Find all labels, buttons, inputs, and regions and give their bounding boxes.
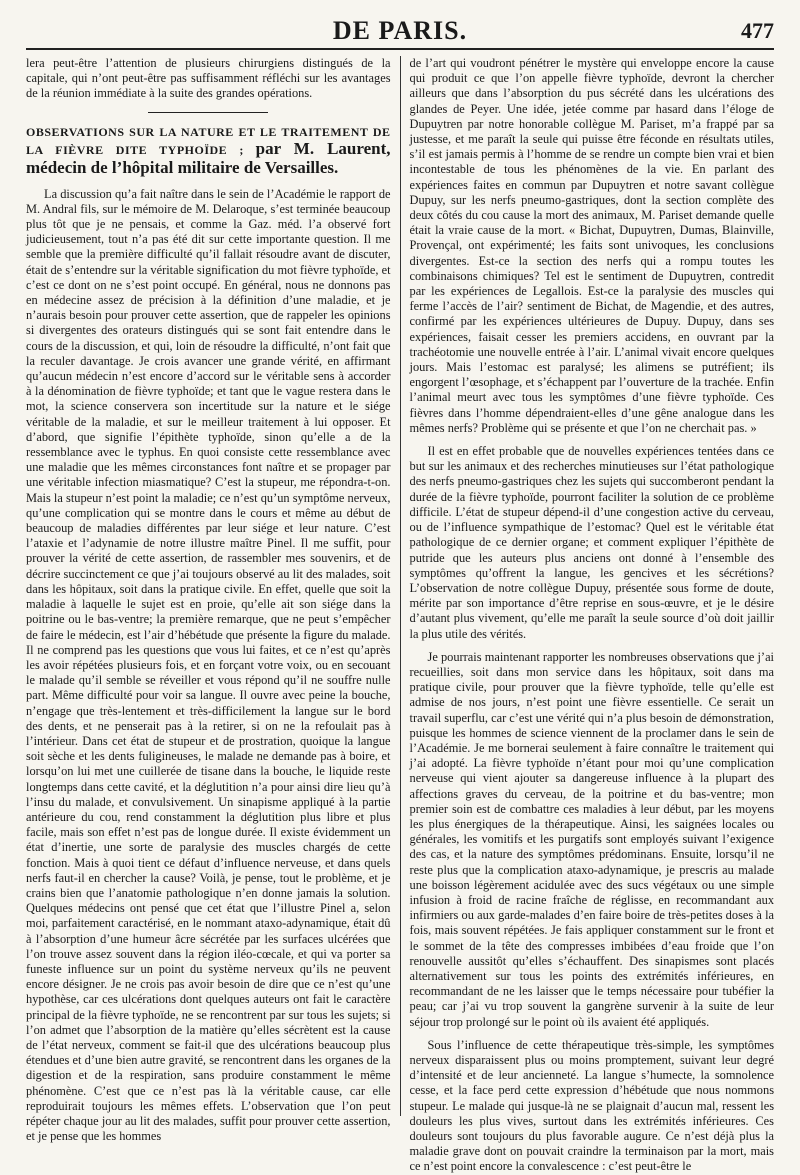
left-column bbox=[26, 56, 400, 1144]
article-paragraph: Sous l’influence de cette thérapeutique très-simple, les symptômes nerveux disparaissent plus ou moins promptement, suivant leur degré d’intensité et de leur ancienneté. La langue s’humecte, la somnolence cesse, et la face perd cette expression d’hébétude que nous nommons stupeur. Le malade qui jusque-là ne se plaignait d’aucun mal, ressent les douleurs les plus vives, surtout dans les extrémités inférieures. Ces douleurs sont toujours du plus favorable augure. Ce n’est déjà plus la maladie grave dont on pouvait craindre la terminaison par la mort, mais ce n’est point encore la convalescence : c’est peut-être le bbox=[409, 1037, 775, 1174]
article-title-caps: OBSERVATIONS SUR LA NATURE ET LE TRAITEMENT DE LA FIÈVRE DITE TYPHOÏDE ; bbox=[26, 124, 391, 157]
page-number: 477 bbox=[741, 18, 774, 43]
section-divider bbox=[148, 112, 268, 113]
article-paragraph: Je pourrais maintenant rapporter les nombreuses observations que j’ai recueillies, soit dans mon service dans les hôpitaux, soit dans ma pratique civile, pour prouver que la fièvre typhoïde, telle qu’elle est admise de nos jours, n’est point une fièvre essentielle. Ce serait un travail superflu, car c’est une vérité qui n’a plus besoin de démonstration, puisque les hommes de science viennent de la proclamer dans le sein de l’Académie. Je me bornerai seulement à faire connaître le traitement qui j’ai adopté. La fièvre typhoïde n’étant pour moi qu’une complication nerveuse qui vient ajouter sa dangereuse influence à la plupart des affections graves du cerveau, de la poitrine et du bas-ventre; mon premier soin est de combattre ces maladies à leur début, par les moyens les plus énergiques de la thérapeutique. Ainsi, les saignées locales ou générales, les vomitifs et les purgatifs sont employés suivant l’exigence des cas, et la nature des symptômes prédominans. Ensuite, lorsqu’il ne reste plus que la complication ataxo-adynamique, je prescris au malade une boisson légèrement acidulée avec des sucs végétaux ou une simple infusion à froid de racine fraîche de réglisse, en recommandant aux infirmiers ou aux garde-malades d’en faire boire de très-petites doses à la fois, mais souvent répétées. Je fais appliquer constamment sur le front et le sommet de la tête des compresses imbibées d’eau froide que l’on renouvelle aussitôt qu’elles s’échauffent. Des sinapismes sont placés alternativement sur tous les points des extrémités inférieures, en recommandant de ne les laisser que le temps nécessaire pour tubéfier la peau; car j’ai vu trop souvent la gangrène survenir à la suite de leur séjour trop prolongé sur le point où ils avaient été appliqués. bbox=[409, 649, 775, 1029]
text-columns bbox=[26, 56, 775, 1174]
running-title: DE PARIS. bbox=[332, 16, 468, 45]
continuation-paragraph: lera peut-être l’attention de plusieurs chirurgiens distingués de la capitale, qui n’ont peut-être pas suffisamment réfléchi sur les avantages de la réunion immédiate à la suite des grandes opérations. bbox=[26, 56, 391, 101]
article-paragraph: Il est en effet probable que de nouvelles expériences tentées dans ce but sur les animaux et des recherches minutieuses sur l’état pathologique des nerfs pneumo-gastriques chez les sujets qui succomberont pendant la durée de la fièvre typhoïde, pourront faciliter la solution de ce problème difficile. L’état de stupeur dépend-il d’une congestion active du cerveau, ou de l’influence sympathique de l’estomac? Quel est le véritable état pathologique de ce dernier organe; et comment expliquer l’épithète de putride que les auteurs plus anciens ont donné à l’ensemble des symptômes qu’offrent la langue, les gencives et les sécrétions? L’observation de notre collègue Dupuy, présentée sous forme de doute, mérite par son importance d’être reprise en sous-œuvre, et je le désire d’autant plus vivement, qu’elle me paraît la seule source d’où doit jaillir la plus utile des vérités. bbox=[409, 444, 775, 641]
page-header bbox=[26, 14, 774, 50]
article-title bbox=[26, 125, 391, 177]
right-column bbox=[401, 56, 775, 1174]
article-title-rest: par M. Laurent, médecin de l’hôpital militaire de Versailles. bbox=[26, 138, 391, 177]
article-paragraph: de l’art qui voudront pénétrer le mystère qui enveloppe encore la cause qui produit ce que l’on appelle fièvre typhoïde, devront la chercher ailleurs que dans l’absorption du pus sécrété dans les ulcérations des glandes de Peyer. Une idée, jetée comme par hasard dans l’éloge de Dupuytren par notre honorable collègue M. Pariset, m’a frappé par sa justesse, et me paraît la seule qui puisse être féconde en résultats utiles, s’il est jamais permis à l’homme de se rendre un compte bien vrai et bien incontestable de tous les phénomènes de la vie. En parlant des expériences faites en commun par Dupuytren et notre savant collègue Dupuy, sur les nerfs pneumo-gastriques, dont la section complète des deux côtés du cou cause la mort des animaux, M. Pariset demande quelle était la vraie cause de la mort. « Bichat, Dupuytren, Dumas, Blainville, Provençal, ont expérimenté; les faits sont univoques, les conclusions divergentes. Est-ce la section des nerfs qui a rompu toutes les combinaisons chimiques? Tel est le sentiment de Dupuytren, contredit par les expériences de Legallois. Est-ce la paralysie des muscles qui ferme l’accès de l’air? sentiment de Bichat, de Magendie, et des autres, confirmé par les expériences ultérieures de Dupuy. Dupuy, dans ses expériences, faisait cesser les premiers accidens, en ouvrant par la trachéotomie une nouvelle entrée à l’air. L’animal vivait encore quelques jours. Mais l’estomac est paralysé; les alimens se putréfient; ils engorgent l’œsophage, et s’échappent par l’ouverture de la trachée. Enfin l’animal meurt avec tous les symptômes d’une fièvre typhoïde. Ces fièvres dans l’homme dépendraient-elles d’une gêne analogue dans les mêmes nerfs? Problème qui se présente et que l’on ne cherchait pas. » bbox=[409, 56, 775, 435]
article-paragraph: La discussion qu’a fait naître dans le sein de l’Académie le rapport de M. Andral fils, sur le mémoire de M. Delaroque, s’est terminée beaucoup plus tôt que je ne pensais, et comme la Gaz. méd. l’a observé fort judicieusement, tout n’a pas été dit sur cette importante question. Il me semble que la première difficulté qu’il fallait résoudre avant de discuter, était de s’entendre sur la véritable signification du mot fièvre typhoïde, et c’est ce dont on ne s’est point occupé. En général, nous ne donnons pas en médecine assez de précision à la définition d’une maladie, et je n’aurais besoin pour prouver cette assertion, que de rappeler les opinions si divergentes des orateurs distingués qui se sont fait entendre dans le cours de la discussion, et qui, loin de résoudre la difficulté, n’ont fait que la reculer davantage. Je crois avancer une grande vérité, en affirmant qu’aucun médecin n’est encore d’accord sur le véritable sens à accorder à la dénomination de fièvre typhoïde; et tant que le vague restera dans le mot, la science conservera son incertitude sur la nature et le siége véritable de la maladie, et sur le meilleur traitement à lui opposer. Et d’abord, que signifie l’épithète typhoïde, sinon qu’elle a de la ressemblance avec le typhus. En quoi consiste cette ressemblance avec une maladie que les mêmes circonstances font naître et se propager par une véritable infection miasmatique? C’est la stupeur, me répondra-t-on. Mais la stupeur n’est point la maladie; ce n’est qu’un symptôme nerveux, qu’une complication qui se montre dans le cours et même au début de beaucoup de maladies différentes par leur siége et leur nature. C’est l’ataxie et l’adynamie de notre illustre maître Pinel. Il me suffit, pour prouver la vérité de cette assertion, de rassembler mes souvenirs, et de décrire succinctement ce que j’ai toujours observé au lit des malades, soit dans les hôpitaux, soit dans la pratique civile. En effet, quelle que soit la maladie à laquelle le sujet est en proie, qu’elle ait son siége dans la poitrine ou le bas-ventre; la première remarque, que ne peut s’empêcher de faire le médecin, est l’air d’hébétude que présente la figure du malade. Il ne comprend pas les questions que vous lui faites, et ce n’est qu’après les avoir répétées plusieurs fois, et en forçant votre voix, ou en secouant le malade qu’il semble se réveiller et vous répond qu’il ne souffre nulle part. Même difficulté pour voir sa langue. Il ouvre avec peine la bouche, n’engage que très-lentement et très-difficilement la langue sur le bord des dents, et ne penserait pas à la retirer, si on ne la refoulait pas à l’intérieur. Dans cet état de stupeur et de prostration, quoique la langue soit sèche et les dents fuligineuses, le malade ne demande pas à boire, et lorsqu’on lui met une cuillerée de tisane dans la bouche, le liquide reste longtemps dans cette cavité, et la déglutition n’a pour ainsi dire lieu qu’à l’insu du malade, et convulsivement. Un sinapisme appliqué à la partie antérieure du cou, rend constamment la déglutition plus libre et plus facile, mais son effet n’est pas de longue durée. Il existe évidemment un état d’inertie, une sorte de paralysie des muscles chargés de cette fonction. Mais à quoi tient ce défaut d’influence nerveuse, et dans quels nerfs faut-il en chercher la cause? Voilà, je pense, tout le problème, et je crains bien que l’anatomie pathologique n’en donne jamais la solution. Quelques médecins ont pensé que cet état que l’illustre Pinel a, selon moi, parfaitement caractérisé, en le nommant ataxo-adynamique, était dû à l’absorption d’une humeur âcre sécrétée par les surfaces ulcérées que l’on trouve assez souvent dans la région iléo-cœcale, et qui va porter sa funeste influence sur un point du système nerveux qu’ils ne peuvent encore désigner. Je ne crois pas avoir besoin de dire que ce n’est qu’une hypothèse, car ces ulcérations dont quelques auteurs ont fait le caractère principal de la fièvre typhoïde, ne se rencontrent par sur tous les sujets; si l’on admet que l’absorption de la matière qu’elles sécrètent est la cause de l’état nerveux, comment se fait-il que des ulcérations beaucoup plus étendues et d’une bien autre gravité, se rencontrent dans les organes de la digestion et de la respiration, sans produire constamment le même phénomène. C’est que ce n’est pas là la véritable cause, car elle reproduirait toujours les mêmes effets. L’observation que l’on peut répéter chaque jour au lit des malades, suffit pour prouver cette assertion, et je pense que les hommes bbox=[26, 186, 391, 1144]
